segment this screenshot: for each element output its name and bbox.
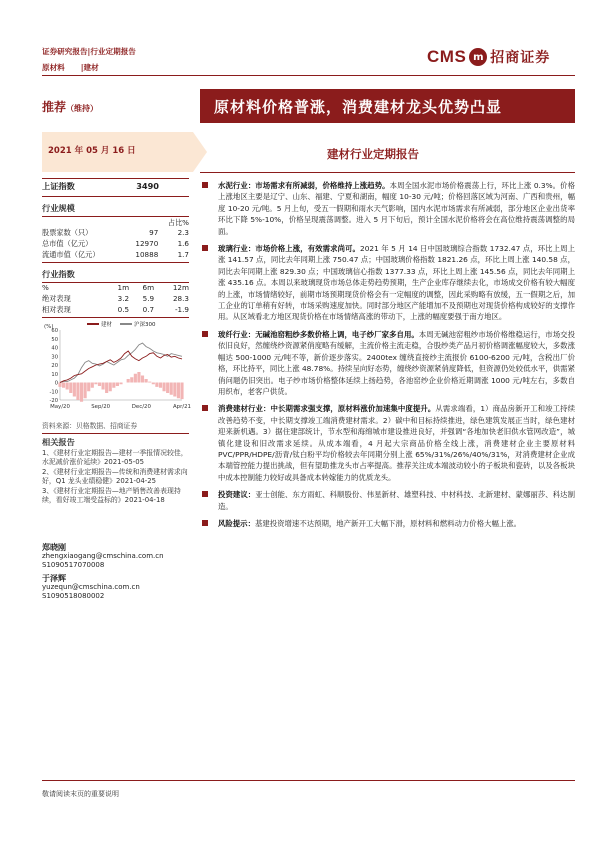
y-tick-label: 40 (51, 345, 58, 352)
perf-value: 3.2 (117, 294, 130, 304)
series-line-csi300 (60, 343, 182, 382)
bullet-icon (202, 491, 208, 497)
x-tick-label: Dec/20 (131, 403, 151, 410)
y-tick-label: -20 (49, 397, 58, 404)
section-fiberglass (200, 329, 575, 397)
y-unit-label: (%) (44, 323, 54, 330)
related-link[interactable]: 1、《建材行业定期报告—建材一季报情况较佳，水泥减价涨价延续》2021-05-05 (42, 448, 188, 466)
section-text: 本周全国水泥市场价格震荡上行，环比上涨 0.3%。价格上涨地区主要是辽宁、山东、福建、宁夏和湖南，幅度 10-30 元/吨；价格回落区域为河南、广西和贵州，幅度 10-20 元/吨。5 月上旬，受五一假期和雨水天气影响，国内水泥市场需求有所减弱，部分地区企业出货率环比下降 5%-10%，价格呈现震荡调整。进入 5 月下旬后，预计全国水泥价格将会在高位维持震荡调整的局面。 (218, 181, 575, 236)
x-tick-label: Sep/20 (91, 403, 111, 410)
perf-title: 行业指数 (42, 268, 75, 279)
author-name: 郑晓刚 (42, 542, 66, 552)
excess-bar (177, 382, 180, 398)
excess-bar (159, 382, 162, 387)
scale-table (42, 217, 189, 260)
title-rule (200, 172, 575, 173)
section-text: 本周无碱池窑粗纱市场价格维稳运行，市场交投依旧良好，然缠绕纱资源紧俏度略有缓解，主流价格主流走稳，合股纱类产品月初价格调涨幅度较大，多数涨幅达 500-1000 元/吨不等，新价逐步落实。2400tex 缠绕直接纱主流报价 6100-6200 元/吨，含税出厂价格，环比持平，同比上涨 48.78%。持续呈向好态势，缠绕纱资源紧俏度降低，但资源仍处较低水平，供需紧俏问题仍旧突出。电子纱市场价格整体延续上扬趋势，各池窑纱企业价格近期调涨 1000 元/吨左右，多数自用织布，老客户供货。 (218, 329, 575, 396)
perf-value: -1.9 (174, 304, 189, 314)
excess-bar (87, 382, 90, 391)
sidebar (42, 178, 192, 601)
related-link[interactable]: 2、《建材行业定期报告—传统和消费建材需求向好，Q1 龙头业绩稳健》2021-04-25 (42, 467, 188, 485)
report-date: 2021 年 05 月 16 日 (42, 132, 193, 172)
excess-bar (94, 382, 97, 384)
report-type: 建材行业定期报告 (327, 147, 419, 161)
rating-main: 推荐 (42, 100, 67, 114)
divider (42, 433, 189, 434)
related-list (42, 449, 189, 505)
report-body (200, 180, 575, 535)
author-id: S1090518080002 (42, 591, 105, 600)
sector-left: 原材料 (42, 63, 65, 72)
section-text: 2021 年 5 月 14 日中国玻璃综合指数 1732.47 点，环比上周上涨 141.57 点，同比去年同期上涨 750.47 点；中国玻璃价格指数 1821.26 点，环比上周上涨 140.58 点，同比去年同期上涨 829.30 点；中国玻璃信心指数 1377.33 点，环比上周上涨 145.56 点，同比去年同期上涨 435.16 点。本周以来玻璃现货市场总体走势趋势预期，生产企业库存继续去化，市场成交价格有较大幅度的上涨，市场情绪较好，前期市场预期现货价格会有一定幅度的调整，因此采购略有放缓，五一假期之后，加工企业的订单稍有好转，市场采购速度加快。同时部分地区产能增加不及预期也对现货价格构成较好的支撑作用。从区域看北方地区现货价格在市场情绪高涨的带动下，上涨的幅度要强于南方地区。 (218, 244, 575, 322)
y-tick-label: -10 (49, 389, 58, 396)
author-name: 于泽辉 (42, 573, 66, 583)
excess-bar (152, 382, 155, 384)
table-row (42, 228, 189, 239)
scale-title: 行业规模 (42, 203, 75, 213)
bullet-icon (202, 245, 208, 251)
x-tick-label: May/20 (50, 403, 70, 410)
rating-sub: （维持） (66, 104, 99, 113)
excess-bar (180, 382, 183, 399)
footer-note: 敬请阅读末页的重要说明 (42, 790, 119, 798)
logo-en: CMS (427, 47, 467, 66)
table-row (42, 217, 189, 228)
perf-value: 5.9 (142, 294, 155, 304)
scale-value: 12970 (135, 238, 159, 248)
excess-bar (137, 372, 140, 383)
section-lead: 水泥行业：市场需求有所减弱，价格维持上涨趋势。 (218, 181, 390, 190)
divider (42, 262, 189, 263)
section-lead: 投资建议： (218, 490, 256, 500)
section-lead: 消费建材行业：中长期需求强支撑，原材料涨价加速集中度提升。 (218, 404, 436, 414)
header-rule (42, 75, 575, 76)
legend-label: 沪深300 (134, 321, 156, 328)
chart-source: 资料来源：贝格数据、招商证券 (42, 421, 138, 430)
perf-header: 12m (172, 283, 189, 293)
y-tick-label: 30 (51, 354, 58, 361)
related-link[interactable]: 3、《建材行业定期报告—地产销售改善表现持续，看好竣工端受益标的》2021-04-18 (42, 486, 181, 504)
report-sector (42, 62, 99, 73)
divider (42, 196, 189, 197)
excess-bar (173, 382, 176, 396)
perf-chart (42, 320, 192, 418)
rating (42, 98, 98, 115)
divider (42, 317, 189, 318)
author-block (42, 543, 189, 570)
index-row (42, 179, 189, 196)
section-lead: 玻纤行业：无碱池窑粗纱多数价格上调，电子纱厂家多自用。 (218, 329, 419, 339)
index-value: 3490 (136, 181, 159, 191)
scale-pct: 1.7 (177, 249, 189, 259)
sector-right: |建材 (80, 63, 99, 72)
scale-label: 股票家数（只） (42, 228, 93, 238)
author-email[interactable]: zhengxiaogang@cmschina.com.cn (42, 551, 164, 560)
section-investment (200, 489, 575, 512)
excess-bar (116, 382, 119, 386)
series-line-building-materials (60, 351, 182, 383)
scale-value: 97 (149, 228, 159, 238)
perf-header: 6m (142, 283, 155, 293)
perf-header: 1m (117, 283, 130, 293)
table-row (42, 249, 189, 260)
logo-badge-icon: m (469, 48, 487, 66)
excess-bar (130, 377, 133, 382)
excess-bar (119, 382, 122, 384)
table-row (42, 283, 189, 294)
scale-pct: 2.3 (177, 228, 189, 238)
scale-pct: 1.6 (177, 238, 189, 248)
y-tick-label: 0 (54, 380, 58, 387)
excess-bar (162, 382, 165, 391)
table-row (42, 304, 189, 315)
excess-bar (84, 382, 87, 398)
excess-bar (105, 382, 108, 393)
section-glass (200, 243, 575, 323)
excess-bar (134, 374, 137, 383)
line-chart (42, 320, 192, 410)
section-text: 亚士创能、东方雨虹、科顺股份、伟星新材、雄塑科技、中材科技、北新建材、蒙娜丽莎、科达制造。 (218, 490, 575, 511)
section-cement (200, 180, 575, 237)
excess-bar (109, 382, 112, 391)
bullet-icon (202, 405, 208, 411)
excess-bar (148, 381, 151, 382)
excess-bar (145, 379, 148, 383)
excess-bar (141, 375, 144, 382)
index-label: 上证指数 (42, 181, 75, 191)
section-text: 从需求端看，1）商品房新开工和竣工持续改善趋势不变，中长期支撑竣工端消费建材需求。2）碳中和目标持续推进，绿色建筑发展正当时，绿色建材迎来新机遇。3）据住建部统计，节水型和海绵城市建设推进良好，并强调“各地加快老旧供水管网改造”，城镇化建设和旧改需求延续。从成本端看，4 月起大宗商品价格全线上涨，消费建材企业主要原材料 PVC/PPR/HDPE/沥青/钛白粉平均价格较去年同期分别上涨 65%/31%/26%/40%/31%，对消费建材企业成本端管控能力提出挑战，但有望助推龙头市占率提高。推荐关注成本端波动较小的子板块和瓷砖，以及各板块中成本控制能力较好或具备成本转嫁能力的优质龙头。 (218, 404, 575, 482)
excess-bar (69, 382, 72, 393)
perf-label: 相对表现 (42, 304, 71, 314)
scale-value: 10888 (135, 249, 159, 259)
excess-bar (166, 382, 169, 393)
excess-bar (58, 382, 61, 386)
footer-rule (42, 780, 575, 781)
related-title: 相关报告 (42, 436, 75, 447)
author-id: S1090517070008 (42, 560, 105, 569)
excess-bar (112, 382, 115, 387)
report-title: 原材料价格普涨，消费建材龙头优势凸显 (200, 89, 575, 123)
excess-bar (127, 379, 130, 383)
x-tick-label: Apr/21 (172, 403, 192, 410)
excess-bar (76, 382, 79, 400)
perf-table (42, 283, 189, 315)
report-category: 证券研究报告|行业定期报告 (42, 47, 136, 56)
excess-bar (80, 382, 83, 401)
legend-label: 建材 (101, 321, 113, 328)
scale-label: 总市值（亿元） (42, 238, 93, 248)
excess-bar (66, 382, 69, 389)
section-text: 基建投资增速不达预期，地产新开工大幅下滑，原材料和燃料动力价格大幅上涨。 (254, 518, 522, 528)
perf-value: 28.3 (172, 294, 189, 304)
perf-value: 0.5 (117, 304, 130, 314)
cms-logo (427, 46, 577, 68)
pct-header: 占比% (167, 217, 189, 227)
excess-bar (73, 382, 76, 396)
bullet-icon (202, 520, 208, 526)
author-block (42, 574, 189, 601)
scale-label: 流通市值（亿元） (42, 249, 100, 259)
perf-label: 绝对表现 (42, 294, 71, 304)
excess-bar (101, 382, 104, 389)
section-consumer-materials (200, 403, 575, 483)
section-risk (200, 518, 575, 529)
excess-bar (170, 382, 173, 394)
logo-cn: 招商证券 (490, 50, 551, 66)
excess-bar (155, 382, 158, 386)
perf-header: % (42, 283, 49, 293)
excess-bar (91, 382, 94, 387)
y-tick-label: 20 (51, 362, 58, 369)
y-tick-label: 10 (51, 371, 58, 378)
table-row (42, 293, 189, 304)
table-row (42, 238, 189, 249)
author-email[interactable]: yuzequn@cmschina.com.cn (42, 582, 140, 591)
section-lead: 风险提示： (218, 518, 255, 528)
excess-bar (98, 382, 101, 386)
bullet-icon (202, 331, 208, 337)
y-tick-label: 50 (51, 336, 58, 343)
excess-bar (62, 382, 65, 387)
bullet-icon (202, 182, 208, 188)
section-lead: 玻璃行业：市场价格上涨，有效需求尚可。 (218, 244, 361, 254)
perf-value: 0.7 (142, 304, 155, 314)
y-tick-label: 60 (51, 327, 58, 334)
